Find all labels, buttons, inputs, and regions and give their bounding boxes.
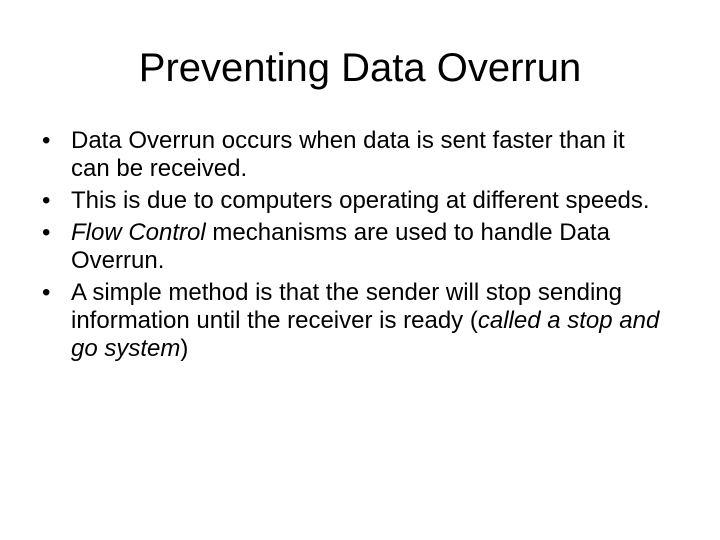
- bullet-text: This is due to computers operating at different speeds.: [71, 187, 650, 214]
- bullet-text-tail: ): [180, 335, 189, 362]
- bullet-item: [42, 279, 662, 363]
- bullet-item: [42, 187, 662, 215]
- bullet-item: [42, 219, 662, 275]
- bullet-text: mechanisms are used to handle Data Overrun.: [71, 219, 610, 274]
- bullet-list: [42, 127, 662, 367]
- bullet-dot: •: [42, 219, 51, 246]
- bullet-dot: •: [42, 279, 51, 306]
- bullet-italic-text: called a stop and go system: [71, 307, 660, 362]
- bullet-text: Data Overrun occurs when data is sent faster than it can be received.: [71, 127, 625, 182]
- bullet-dot: •: [42, 127, 51, 154]
- slide-title: Preventing Data Overrun: [138, 46, 582, 90]
- bullet-text: A simple method is that the sender will stop sending information until the receiver is ready (: [71, 279, 622, 334]
- bullet-italic-text: Flow Control: [71, 219, 206, 246]
- bullet-dot: •: [42, 187, 51, 214]
- bullet-item: [42, 127, 662, 183]
